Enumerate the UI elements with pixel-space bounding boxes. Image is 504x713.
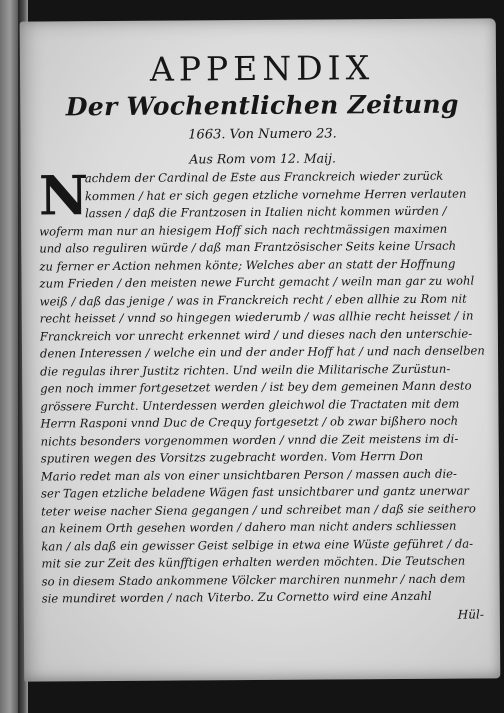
- article-line: ser Tagen etzliche beladene Wägen fast unsichtbarer und gantz unerwar: [40, 483, 469, 501]
- article-line: und also reguliren würde / daß man Frantzösischer Seits keine Ursach: [39, 238, 457, 256]
- newspaper-page: [20, 18, 501, 681]
- issue-number: 1663. Von Numero 23.: [188, 126, 337, 143]
- article-line: zum Frieden / den meisten newe Furcht gemacht / weiln man gar zu wohl: [39, 273, 475, 291]
- article-line: zu ferner er Action nehmen könte; Welches aber an statt der Hoffnung: [39, 256, 456, 274]
- article-line: so in diesem Stado ankommene Völcker marchiren nunmehr / nach dem: [41, 571, 466, 589]
- page-title: APPENDIX: [149, 48, 375, 89]
- article-line: Franckreich vor unrecht erkennet wird / und dieses nach den unterschie-: [39, 326, 473, 344]
- dateline: Aus Rom vom 12. Maij.: [189, 150, 337, 167]
- catchword: Hül-: [457, 606, 484, 622]
- article-line: woferm man nur an hiesigem Hoff sich nach rechtmässigen maximen: [39, 221, 448, 239]
- article-line: die regulas ihrer Justitz richten. Und weiln die Militarische Zurüstun-: [40, 361, 451, 379]
- article-line: grössere Furcht. Unterdessen werden gleichwol die Tractaten mit dem: [40, 396, 460, 414]
- article-line: sputiren wegen des Vorsitzs zugebracht worden. Vom Herrn Don: [40, 448, 424, 466]
- article-line: recht heisset / vnnd so hingegen wiederumb / was allhie recht heisset / in: [39, 308, 474, 326]
- article-line: sie mundiret worden / nach Viterbo. Zu Cornetto wird eine Anzahl: [41, 588, 432, 606]
- article-line: kan / als daß ein gewisser Geist selbige in etwa eine Wüste geführet / da-: [41, 536, 474, 554]
- article-line: nichts besonders vorgenommen worden / vnnd die Zeit meistens im di-: [40, 431, 459, 449]
- article-lines: [38, 163, 490, 608]
- article-line: weiß / daß das jenige / was in Franckreich recht / eben allhie zu Rom nit: [39, 291, 467, 309]
- article-line: kommen / hat er sich gegen etzliche vornehme Herren verlauten: [84, 186, 467, 203]
- article-line: teter weise nacher Siena gegangen / und schreibet man / daß sie seithero: [41, 500, 476, 519]
- article-line: denen Interessen / welche ein und der ander Hoff hat / und nach denselben: [39, 343, 485, 361]
- article-line: lassen / daß die Frantzosen in Italien nicht kommen würden /: [84, 203, 447, 221]
- page-content: [38, 48, 490, 624]
- article-line: an keinem Orth gesehen worden / dahero man nicht anders schliessen: [41, 518, 457, 536]
- page-subtitle: Der Wochentlichen Zeitung: [65, 89, 459, 122]
- drop-cap: N: [38, 163, 89, 228]
- article-body: [38, 163, 490, 608]
- article-line: Mario redet man als von einer unsichtbaren Person / massen auch die-: [40, 466, 457, 484]
- article-line: achdem der Cardinal de Este aus Franckreich wieder zurück: [84, 168, 444, 186]
- article-line: mit sie zur Zeit des künfftigen erhalten werden möchten. Die Teutschen: [41, 553, 466, 571]
- article-line: Herrn Rasponi vnnd Duc de Crequy fortgesetzt / ob zwar bißhero noch: [40, 413, 459, 431]
- article-line: gen noch immer fortgesetzet werden / ist bey dem gemeinen Mann desto: [40, 378, 472, 396]
